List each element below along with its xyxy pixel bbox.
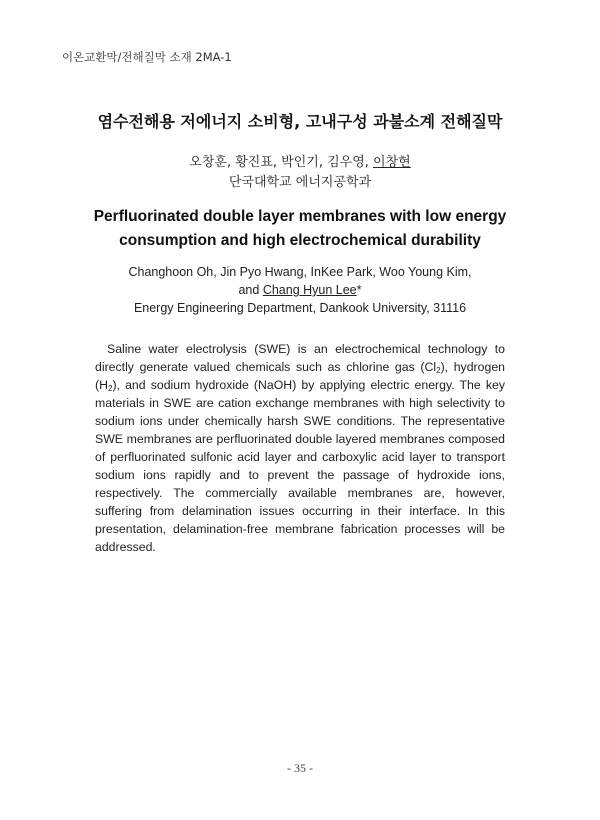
english-title-line-1: Perfluorinated double layer membranes with low energy [93,208,507,225]
korean-authors [0,151,600,170]
abstract-text-3: ), and sodium hydroxide (NaOH) by applying electric energy. The key materials in SWE are cation exchange membranes with high selectivity to sodium ions under chemically harsh SWE conditions. The representative SWE membranes are perfluorinated double layered membranes composed of perfluorinated sulfonic acid layer and carboxylic acid layer to transport sodium ions rapidly and to prevent the passage of hydroxide ions, respectively. The commercially available membranes are, however, suffering from delamination issues occurring in their interface. In this presentation, delamination-free membrane fabrication processes will be addressed. [95,378,505,554]
english-authors-line-2 [0,281,600,299]
session-code: 이온교환막/전해질막 소재 2MA-1 [62,50,232,64]
abstract-paragraph [95,340,505,556]
korean-affiliation: 단국대학교 에너지공학과 [228,175,372,190]
english-authors-and: and [238,283,263,297]
abstract-text-2: ), hydrogen (H [95,360,505,392]
english-title [0,205,600,253]
abstract-subscript-2: 2 [107,384,113,393]
korean-title: 염수전해용 저에너지 소비형, 고내구성 과불소계 전해질막 [97,112,503,131]
abstract [95,340,505,556]
abstract-text-1: Saline water electrolysis (SWE) is an electrochemical technology to directly generate valued chemicals such as chlorine gas (Cl [95,342,505,374]
korean-authors-list: 오창훈, 황진표, 박인기, 김우영, [189,155,374,170]
english-affiliation: Energy Engineering Department, Dankook University, 31116 [133,301,467,315]
abstract-subscript-1: 2 [436,366,441,375]
english-authors-line-1: Changhoon Oh, Jin Pyo Hwang, InKee Park, Woo Young Kim, [128,265,472,279]
corresponding-mark: * [356,283,362,297]
english-corresponding-author: Chang Hyun Lee [262,283,357,297]
english-title-line-2: consumption and high electrochemical durability [119,232,481,249]
english-authors [0,263,600,317]
page-number: - 35 - [287,761,313,775]
korean-corresponding-author: 이창현 [373,155,411,170]
